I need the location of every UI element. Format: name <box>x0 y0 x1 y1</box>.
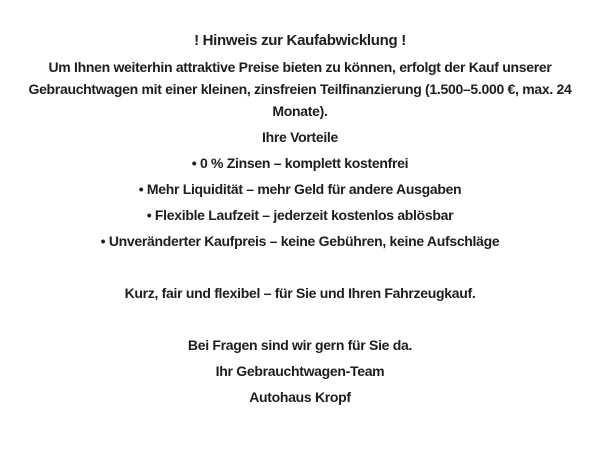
benefit-item-kaufpreis: • Unveränderter Kaufpreis – keine Gebühren, keine Aufschläge <box>100 233 500 249</box>
benefit-item-laufzeit: • Flexible Laufzeit – jederzeit kostenlos ablösbar <box>146 207 454 223</box>
benefit-item-liquiditaet: • Mehr Liquidität – mehr Geld für andere Ausgaben <box>138 181 462 197</box>
benefits-heading: Ihre Vorteile <box>262 129 338 145</box>
closing-line: Bei Fragen sind wir gern für Sie da. <box>187 337 413 353</box>
notice-title: ! Hinweis zur Kaufabwicklung ! <box>194 32 406 49</box>
summary-line: Kurz, fair und flexibel – für Sie und Ihren Fahrzeugkauf. <box>124 285 476 301</box>
intro-paragraph: Um Ihnen weiterhin attraktive Preise bieten zu können, erfolgt der Kauf unserer Gebrauchtwagen mit einer kleinen, zinsfreien Teilfinanzierung (1.500–5.000 €, max. 24 Monate). <box>28 59 572 119</box>
company-name: Autohaus Kropf <box>249 389 351 405</box>
team-line: Ihr Gebrauchtwagen-Team <box>215 363 385 379</box>
benefit-item-zinsen: • 0 % Zinsen – komplett kostenfrei <box>191 155 409 171</box>
